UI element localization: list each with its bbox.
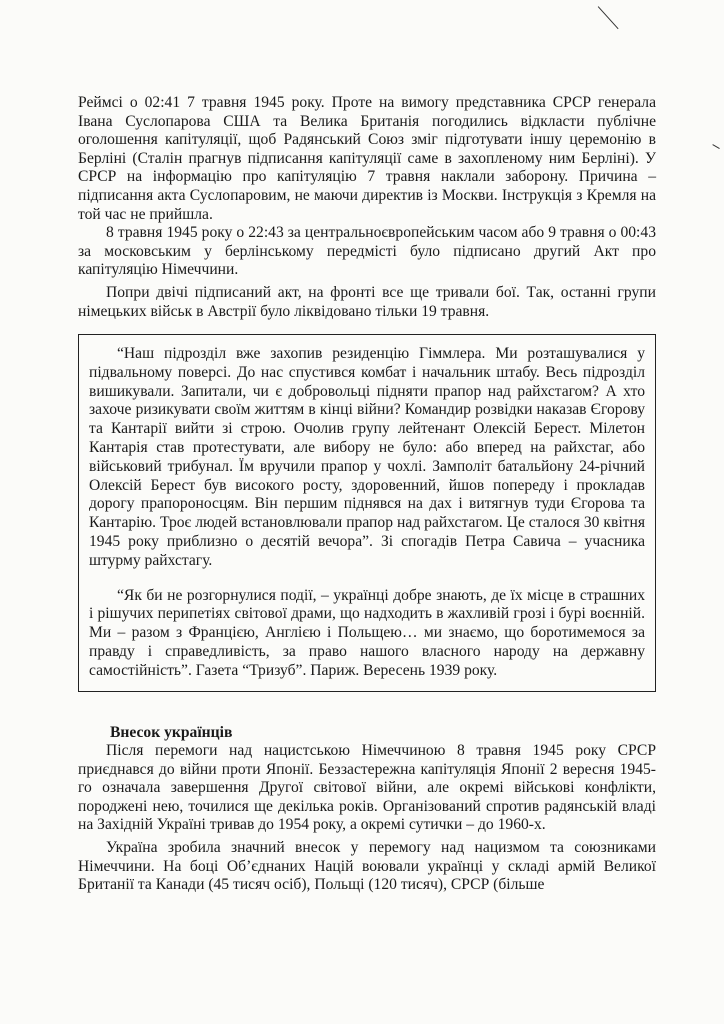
corner-pen-mark: [598, 6, 619, 29]
paragraph-japan: Після перемоги над нацистською Німеччиною 8 травня 1945 року СРСР приєднався до війни проти Японії. Беззастережна капітуляція Японії 2 вересня 1945-го означала завершення Другої світової війни, але окремі військові конфлікти, породжені нею, точилися ще декілька років. Організований спротив радянській владі на Західній Україні тривав до 1954 року, а окремі сутички – до 1960-х.: [78, 742, 656, 834]
quote-box: [78, 334, 656, 692]
section-text-block: [78, 742, 656, 895]
paragraph-ukraine-contribution: Україна зробила значний внесок у перемогу над нацизмом та союзниками Німеччини. На боці Об’єднаних Націй воювали українці у складі армій Великої Британії та Канади (45 тисяч осіб), Польщі (120 тисяч), СРСР (більше: [78, 838, 656, 894]
section-heading: Внесок українців: [110, 724, 233, 741]
paragraph-second-act: 8 травня 1945 року о 22:43 за центральноєвропейським часом або 9 травня о 00:43 за московським у берлінському передмісті було підписано другий Акт про капітуляцію Німеччини.: [78, 224, 656, 279]
quote-savych: “Наш підрозділ вже захопив резиденцію Гіммлера. Ми розташувалися у підвальному поверсі. До нас спустився комбат і начальник штабу. Весь підрозділ вишикували. Запитали, чи є добровольці підняти прапор над райхстагом? А хто захоче ризикувати своїм життям в кінці війни? Командир розвідки наказав Єгорову та Кантарії вийти зі строю. Очолив групу лейтенант Олексій Берест. Мілетон Кантарія став протестувати, але вибору не було: або вперед на райхстаг, або військовий трибунал. Їм вручили прапор у чохлі. Замполіт батальйону 24-річний Олексій Берест був високого росту, здоровенний, йшов попереду і прокладав дорогу прапороносцям. Він першим піднявся на дах і витягнув туди Єгорова та Кантарію. Троє людей встановлювали прапор над райхстагом. Це сталося 30 квітня 1945 року приблизно о десятій вечора”. Зі спогадів Петра Савича – учасника штурму райхстагу.: [89, 345, 645, 569]
top-text-block: [78, 94, 656, 321]
paragraph-fighting-continued: Попри двічі підписаний акт, на фронті все ще тривали бої. Так, останні групи німецьких військ в Австрії було ліквідовано тільки 19 травня.: [78, 283, 656, 320]
margin-pen-mark: [712, 144, 720, 149]
paragraph-reims: Реймсі о 02:41 7 травня 1945 року. Проте на вимогу представника СРСР генерала Івана Суслопарова США та Велика Британія погодились відкласти публічне оголошення капітуляції, щоб Радянський Союз зміг підготувати іншу церемонію в Берліні (Сталін прагнув підписання капітуляції саме в захопленому ним Берліні). У СРСР на інформацію про капітуляцію 7 травня наклали заборону. Причина – підписання акта Суслопаровим, не маючи директив із Москви. Інструкція з Кремля на той час не прийшла.: [78, 94, 656, 223]
quote-tryzub: “Як би не розгорнулися події, – українці добре знають, де їх місце в страшних і рішучих перипетіях світової драми, що надходить в жахливій грозі і бурі воєнній. Ми – разом з Францією, Англією і Польщею… ми знаємо, що боротимемося за правду і справедливість, за право нашого власного народу на державну самостійність”. Газета “Тризуб”. Париж. Вересень 1939 року.: [89, 586, 645, 679]
